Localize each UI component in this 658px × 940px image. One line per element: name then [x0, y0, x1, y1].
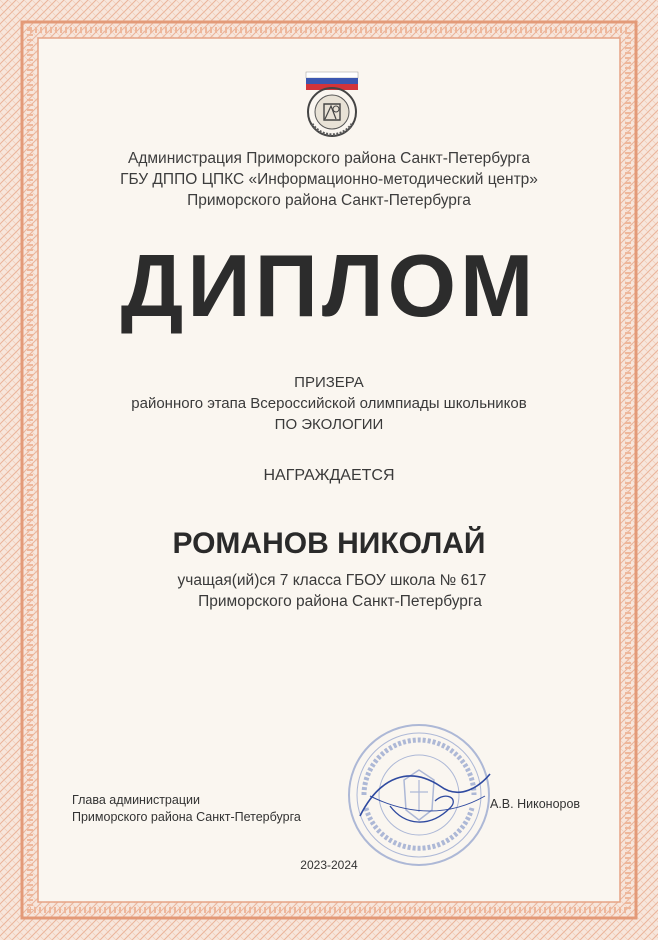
- diploma-title: ДИПЛОМ: [120, 236, 538, 335]
- signature-icon: [350, 756, 500, 836]
- header-line: Приморского района Санкт-Петербурга: [187, 192, 471, 209]
- subtitle-line: ПРИЗЕРА: [294, 374, 364, 391]
- recipient-desc-line: Приморского района Санкт-Петербурга: [198, 593, 482, 610]
- recipient-name: РОМАНОВ НИКОЛАЙ: [172, 527, 486, 560]
- signatory-name: А.В. Никоноров: [490, 797, 581, 811]
- subtitle-line: районного этапа Всероссийской олимпиады школьников: [131, 395, 527, 412]
- olympiad-logo-icon: [296, 68, 368, 140]
- award-subtitle: [0, 372, 658, 435]
- signatory-title-line: Приморского района Санкт-Петербурга: [72, 810, 301, 824]
- header-line: Администрация Приморского района Санкт-Петербурга: [128, 150, 530, 167]
- academic-year: 2023-2024: [300, 858, 358, 872]
- header-line: ГБУ ДППО ЦПКС «Информационно-методический центр»: [120, 171, 538, 188]
- recipient-desc-line: учащая(ий)ся 7 класса ГБОУ школа № 617: [177, 572, 487, 589]
- signatory-title: [72, 792, 301, 826]
- signatory-title-line: Глава администрации: [72, 793, 200, 807]
- awarded-label: НАГРАЖДАЕТСЯ: [263, 467, 395, 484]
- recipient-description: [0, 570, 658, 612]
- subtitle-line: ПО ЭКОЛОГИИ: [274, 416, 384, 433]
- issuer-header: [0, 148, 658, 211]
